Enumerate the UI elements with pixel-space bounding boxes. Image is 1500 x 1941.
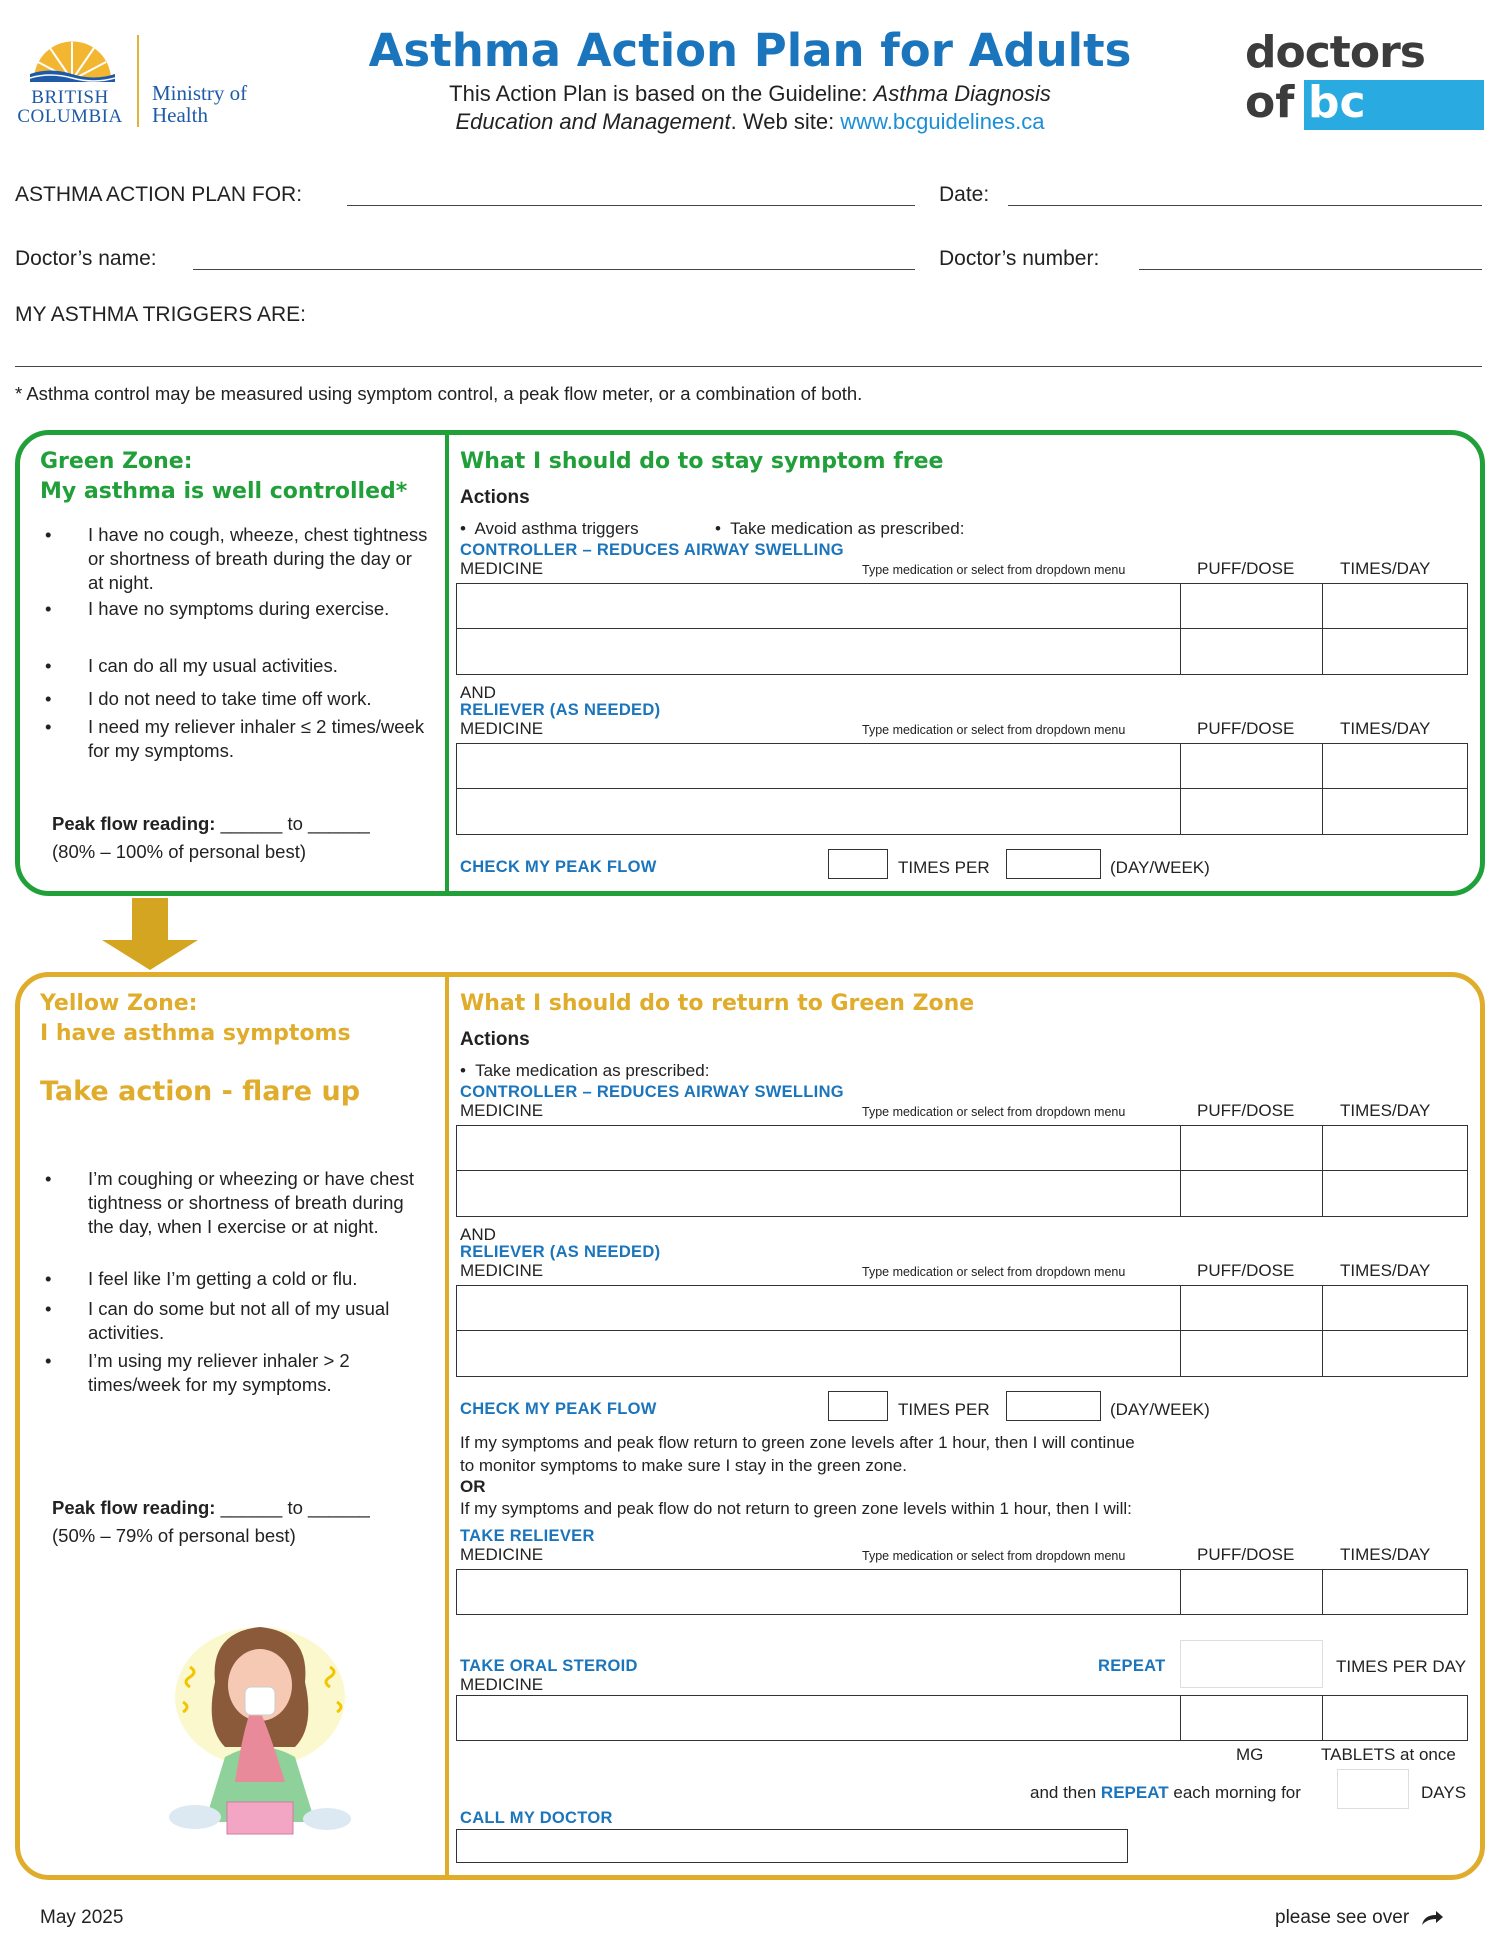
page-title: Asthma Action Plan for Adults — [368, 24, 1132, 77]
yellow-bullet-4: • I’m using my reliever inhaler > 2 times/week for my symptoms. — [45, 1350, 350, 1395]
plan-for-field[interactable] — [347, 205, 915, 206]
doctor-number-field[interactable] — [1139, 269, 1482, 270]
green-peak-period-input[interactable] — [1006, 849, 1101, 879]
repeat-label: REPEAT — [1098, 1657, 1166, 1675]
take-reliever-label: TAKE RELIEVER — [460, 1527, 595, 1545]
take-reliever-table[interactable] — [456, 1569, 1468, 1615]
steroid-days-input[interactable] — [1337, 1769, 1409, 1809]
doctors-of-bc-logo-bc: bc — [1304, 80, 1484, 130]
tablets-label: TABLETS at once — [1321, 1745, 1456, 1764]
green-controller-label: CONTROLLER – REDUCES AIRWAY SWELLING — [460, 541, 844, 559]
green-bullet-4: • I do not need to take time off work. — [45, 688, 372, 709]
yellow-right-heading: What I should do to return to Green Zone — [460, 991, 975, 1016]
table-header-times: TIMES/DAY — [1340, 1101, 1431, 1120]
guidelines-link[interactable]: www.bcguidelines.ca — [840, 109, 1045, 134]
green-peak-times-input[interactable] — [828, 849, 888, 879]
green-zone-subheading: My asthma is well controlled* — [40, 479, 408, 504]
table-header-medicine: MEDICINE — [460, 1545, 544, 1564]
green-bullet-3: • I can do all my usual activities. — [45, 655, 338, 676]
if-return-line-1: If my symptoms and peak flow return to green zone levels after 1 hour, then I will continue — [460, 1433, 1135, 1452]
oral-steroid-table[interactable] — [456, 1695, 1468, 1741]
times-per-day-label: TIMES PER DAY — [1336, 1657, 1467, 1676]
sneezing-person-illustration-icon — [155, 1607, 365, 1837]
table-header-times: TIMES/DAY — [1340, 559, 1431, 578]
table-header-medicine: MEDICINE — [460, 719, 544, 738]
or-label: OR — [460, 1477, 486, 1496]
table-header-hint: Type medication or select from dropdown menu — [862, 723, 1126, 737]
table-header-times: TIMES/DAY — [1340, 1545, 1431, 1564]
green-peak-flow-range: (80% – 100% of personal best) — [52, 841, 307, 862]
green-peak-flow: Peak flow reading: ______ to ______ — [52, 813, 370, 834]
yellow-zone-divider — [445, 977, 449, 1875]
table-header-puff: PUFF/DOSE — [1197, 719, 1295, 738]
steroid-repeat-input[interactable] — [1180, 1640, 1323, 1688]
call-doctor-input[interactable] — [456, 1829, 1128, 1863]
doctors-of-bc-logo-of: of — [1245, 77, 1295, 128]
ministry-text: Ministry of Health — [152, 81, 248, 127]
green-times-per: TIMES PER — [898, 858, 990, 877]
table-header-hint: Type medication or select from dropdown menu — [862, 563, 1126, 577]
if-return-line-2: to monitor symptoms to make sure I stay in the green zone. — [460, 1456, 907, 1475]
green-right-heading: What I should do to stay symptom free — [460, 449, 944, 474]
table-header-puff: PUFF/DOSE — [1197, 1261, 1295, 1280]
green-check-peak-label: CHECK MY PEAK FLOW — [460, 858, 657, 876]
yellow-controller-table[interactable] — [456, 1125, 1468, 1217]
green-bullet-5: • I need my reliever inhaler ≤ 2 times/week for my symptoms. — [45, 716, 425, 761]
yellow-check-peak-label: CHECK MY PEAK FLOW — [460, 1400, 657, 1418]
green-action-2: • Take medication as prescribed: — [715, 519, 965, 538]
table-header-medicine: MEDICINE — [460, 1261, 544, 1280]
doctor-number-label: Doctor’s number: — [939, 247, 1100, 270]
doctor-name-label: Doctor’s name: — [15, 247, 157, 270]
take-action-heading: Take action - flare up — [40, 1076, 361, 1107]
table-header-hint: Type medication or select from dropdown menu — [862, 1105, 1126, 1119]
yellow-and-label: AND — [460, 1225, 496, 1244]
green-reliever-label: RELIEVER (AS NEEDED) — [460, 701, 661, 719]
green-zone-panel — [15, 430, 1485, 896]
green-and-label: AND — [460, 683, 496, 702]
footer-date: May 2025 — [40, 1907, 124, 1928]
yellow-peak-flow: Peak flow reading: ______ to ______ — [52, 1497, 370, 1518]
bc-logo-text: BRITISH COLUMBIA — [17, 87, 123, 127]
turn-page-arrow-icon — [1420, 1910, 1444, 1926]
date-label: Date: — [939, 183, 990, 206]
table-header-hint: Type medication or select from dropdown menu — [862, 1265, 1126, 1279]
green-bullet-1: • I have no cough, wheeze, chest tightness or shortness of breath during the day or at night. — [45, 524, 428, 593]
green-day-week: (DAY/WEEK) — [1110, 858, 1210, 877]
yellow-controller-label: CONTROLLER – REDUCES AIRWAY SWELLING — [460, 1083, 844, 1101]
green-actions-label: Actions — [460, 487, 530, 508]
triggers-label: MY ASTHMA TRIGGERS ARE: — [15, 303, 306, 326]
table-header-hint: Type medication or select from dropdown menu — [862, 1549, 1126, 1563]
green-action-1: • Avoid asthma triggers — [460, 519, 639, 538]
yellow-bullet-1: • I’m coughing or wheezing or have chest tightness or shortness of breath during the day, when I exercise or at night. — [45, 1168, 414, 1237]
plan-for-label: ASTHMA ACTION PLAN FOR: — [15, 183, 303, 206]
please-see-over: please see over — [1275, 1907, 1444, 1929]
yellow-zone-heading: Yellow Zone: — [40, 991, 198, 1016]
bc-sun-logo-icon — [30, 34, 115, 82]
yellow-bullet-3: • I can do some but not all of my usual activities. — [45, 1298, 390, 1343]
and-then-repeat-text: and then REPEAT each morning for — [1030, 1783, 1301, 1802]
yellow-actions-label: Actions — [460, 1029, 530, 1050]
table-header-puff: PUFF/DOSE — [1197, 1545, 1295, 1564]
yellow-reliever-table[interactable] — [456, 1285, 1468, 1377]
triggers-field[interactable] — [15, 366, 1482, 367]
yellow-zone-panel — [15, 972, 1485, 1880]
table-header-puff: PUFF/DOSE — [1197, 1101, 1295, 1120]
table-header-times: TIMES/DAY — [1340, 1261, 1431, 1280]
table-header-medicine: MEDICINE — [460, 1675, 544, 1694]
yellow-peak-times-input[interactable] — [828, 1391, 888, 1421]
yellow-bullet-2: • I feel like I’m getting a cold or flu. — [45, 1268, 358, 1289]
yellow-peak-flow-range: (50% – 79% of personal best) — [52, 1525, 296, 1546]
call-doctor-label: CALL MY DOCTOR — [460, 1809, 613, 1827]
if-not-return-line: If my symptoms and peak flow do not return to green zone levels within 1 hour, then I will: — [460, 1499, 1132, 1518]
doctor-name-field[interactable] — [193, 269, 915, 270]
mg-label: MG — [1236, 1745, 1264, 1764]
green-bullet-2: • I have no symptoms during exercise. — [45, 598, 390, 619]
green-reliever-table[interactable] — [456, 743, 1468, 835]
yellow-times-per: TIMES PER — [898, 1400, 990, 1419]
yellow-reliever-label: RELIEVER (AS NEEDED) — [460, 1243, 661, 1261]
yellow-day-week: (DAY/WEEK) — [1110, 1400, 1210, 1419]
control-note: * Asthma control may be measured using symptom control, a peak flow meter, or a combination of both. — [15, 383, 863, 404]
table-header-puff: PUFF/DOSE — [1197, 559, 1295, 578]
yellow-action-1: • Take medication as prescribed: — [460, 1061, 710, 1080]
green-zone-heading: Green Zone: — [40, 449, 193, 474]
table-header-times: TIMES/DAY — [1340, 719, 1431, 738]
down-arrow-icon — [102, 898, 198, 970]
doctors-of-bc-logo: doctors — [1245, 27, 1425, 78]
date-field[interactable] — [1008, 205, 1482, 206]
take-steroid-label: TAKE ORAL STEROID — [460, 1657, 638, 1675]
table-header-medicine: MEDICINE — [460, 1101, 544, 1120]
days-label: DAYS — [1421, 1783, 1467, 1802]
table-header-medicine: MEDICINE — [460, 559, 544, 578]
yellow-zone-subheading: I have asthma symptoms — [40, 1021, 351, 1046]
logo-divider — [137, 35, 139, 127]
green-controller-table[interactable] — [456, 583, 1468, 675]
green-zone-divider — [445, 435, 449, 891]
yellow-peak-period-input[interactable] — [1006, 1391, 1101, 1421]
page-subtitle: This Action Plan is based on the Guideline: Asthma Diagnosis Education and Management. Web site: www.bcguidelines.ca — [449, 81, 1051, 134]
